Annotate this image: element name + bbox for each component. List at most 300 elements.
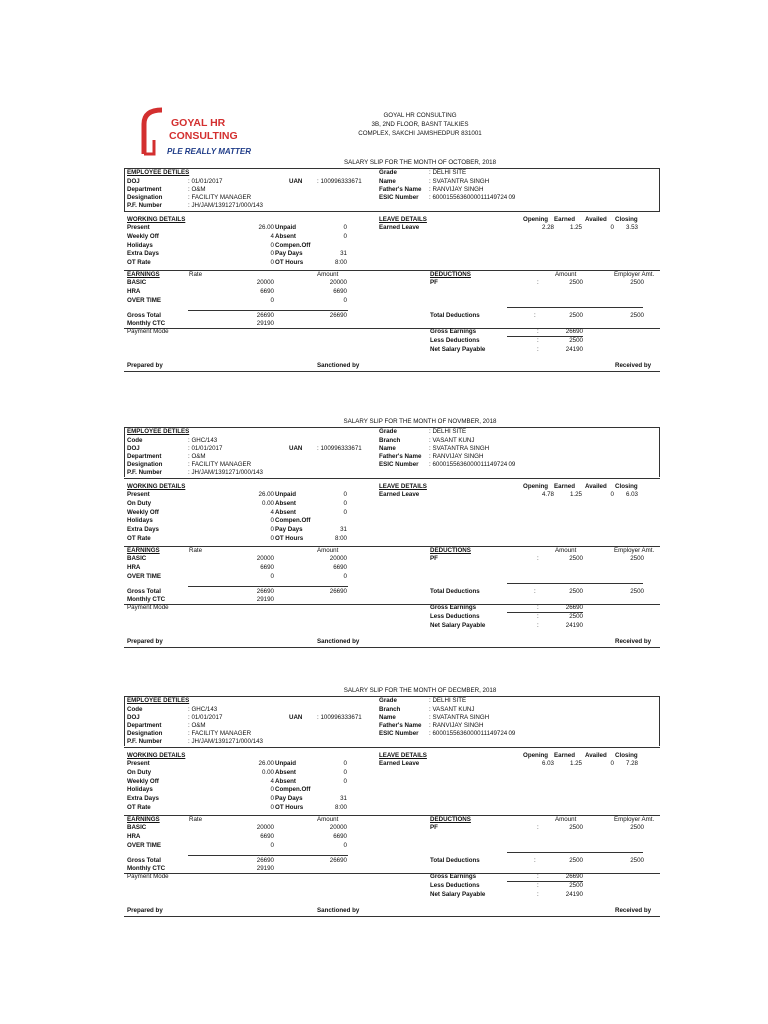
work-row-label2: OT Hours: [275, 259, 304, 267]
work-row-value: 0: [270, 250, 274, 258]
total-deductions-employer: 2500: [630, 587, 644, 595]
gross-earnings-value: 26690: [565, 603, 583, 611]
work-row-label: Present: [127, 491, 150, 498]
work-row-label: On Duty: [127, 499, 152, 507]
employer-amount-label: Employer Amt.: [614, 546, 655, 554]
name-value: : SVATANTRA SINGH: [429, 178, 490, 185]
company-address-1: 3B, 2ND FLOOR, BASNT TALKIES: [371, 121, 469, 128]
pf-deduction-label: PF: [430, 823, 438, 831]
work-row-label2: Unpaid: [275, 760, 296, 767]
overtime-rate: 0: [270, 572, 274, 580]
total-deductions-amount: 2500: [569, 587, 583, 595]
total-deductions-amount: 2500: [569, 856, 583, 864]
work-row-label: Weekly Off: [127, 508, 159, 516]
name-label: Name: [379, 445, 396, 452]
work-row-label: Extra Days: [127, 526, 159, 534]
work-row-value2: 0: [343, 499, 347, 507]
box-left: [124, 427, 125, 477]
box-left: [124, 168, 125, 212]
total-deductions-label: Total Deductions: [430, 312, 480, 319]
prepared-by-label: Prepared by: [127, 637, 163, 645]
g-logo-icon: [140, 106, 166, 158]
work-row-value: 0.00: [261, 768, 274, 776]
branch-label: Branch: [379, 706, 401, 713]
working-details-heading: WORKING DETAILS: [127, 752, 186, 759]
less-deductions-colon: :: [537, 612, 539, 620]
work-row-value: 0.00: [261, 499, 274, 507]
earnings-heading: EARNINGS: [127, 546, 160, 554]
overtime-amount: 0: [343, 572, 347, 580]
payment-mode-label: Payment Mode: [127, 328, 169, 335]
pf-deduction-label: PF: [430, 279, 438, 286]
doj-value: : 01/01/2017: [188, 714, 223, 721]
details-bottom-rule: [124, 211, 660, 212]
overtime-label: OVER TIME: [127, 841, 162, 849]
net-salary-colon: :: [537, 890, 539, 898]
total-deductions-employer: 2500: [630, 856, 644, 864]
total-deductions-colon: :: [534, 312, 536, 319]
doj-label: DOJ: [127, 714, 140, 721]
total-deductions-label: Total Deductions: [430, 587, 480, 595]
monthly-ctc-value: 29190: [256, 595, 274, 603]
closing-label: Closing: [615, 483, 638, 490]
name-value: : SVATANTRA SINGH: [429, 714, 490, 721]
pf-amount: 2500: [569, 554, 583, 562]
availed-label: Availed: [585, 752, 607, 759]
working-details-heading: WORKING DETAILS: [127, 483, 186, 490]
leave-opening: 6.03: [541, 760, 554, 767]
pf-deduction-label: PF: [430, 554, 438, 562]
department-label: Department: [127, 453, 162, 460]
work-row-label2: Unpaid: [275, 491, 296, 498]
hra-rate: 6690: [260, 832, 274, 840]
doj-value: : 01/01/2017: [188, 445, 223, 452]
leave-opening: 4.78: [541, 491, 554, 498]
details-bottom-rule: [124, 478, 660, 479]
department-value: : O&M: [188, 722, 206, 729]
gross-earnings-label: Gross Earnings: [430, 872, 477, 880]
work-row-value2: 0: [343, 777, 347, 785]
work-row-value: 26.00: [258, 224, 274, 231]
leave-opening: 2.28: [541, 224, 554, 231]
basic-amount: 20000: [329, 279, 347, 286]
department-value: : O&M: [188, 453, 206, 460]
esic-value: : 6000155636000011149724 09: [429, 461, 516, 468]
gross-total-amount: 26690: [329, 856, 347, 864]
basic-label: BASIC: [127, 823, 147, 831]
deductions-total-rule: [507, 852, 643, 853]
amount-label: Amount: [317, 546, 339, 554]
uan-label: UAN: [289, 178, 303, 185]
deduction-amount-label: Amount: [555, 271, 577, 278]
deductions-total-rule: [507, 583, 643, 584]
earned-leave-label: Earned Leave: [379, 224, 420, 231]
gross-earnings-value: 26690: [565, 328, 583, 335]
pf-number-value: : JH/JAM/1391271/000/143: [188, 469, 263, 476]
opening-label: Opening: [523, 216, 549, 223]
payment-mode-label: Payment Mode: [127, 872, 169, 880]
employer-amount-label: Employer Amt.: [614, 271, 655, 278]
pf-number-label: P.F. Number: [127, 202, 162, 209]
logo-line1: GOYAL HR: [171, 117, 226, 129]
code-label: Code: [127, 706, 143, 713]
employee-details-heading: EMPLOYEE DETILES: [127, 169, 190, 176]
company-address-2: COMPLEX, SAKCHI JAMSHEDPUR 831001: [358, 130, 482, 137]
deductions-heading: DEDUCTIONS: [430, 815, 471, 823]
branch-label: Branch: [379, 437, 401, 444]
pf-colon: :: [537, 554, 539, 562]
pf-employer-amount: 2500: [630, 279, 644, 286]
deductions-total-rule: [507, 307, 643, 308]
pf-employer-amount: 2500: [630, 554, 644, 562]
designation-label: Designation: [127, 461, 163, 468]
leave-details-heading: LEAVE DETAILS: [379, 483, 427, 490]
net-salary-colon: :: [537, 621, 539, 629]
earned-leave-label: Earned Leave: [379, 491, 420, 498]
gross-earnings-colon: :: [537, 328, 539, 335]
work-row-value: 0: [270, 526, 274, 534]
basic-rate: 20000: [256, 279, 274, 286]
amount-label: Amount: [317, 815, 339, 823]
work-row-label2: Absent: [275, 508, 296, 516]
overtime-label: OVER TIME: [127, 297, 162, 304]
gross-total-rate: 26690: [256, 312, 274, 319]
less-deductions-label: Less Deductions: [430, 337, 480, 344]
work-row-value2: 8:00: [334, 535, 347, 542]
opening-label: Opening: [523, 483, 549, 490]
less-deductions-value: 2500: [569, 612, 583, 620]
hra-rate: 6690: [260, 288, 274, 295]
leave-earned: 1.25: [569, 224, 582, 231]
uan-value: : 100996333671: [317, 178, 362, 185]
leave-earned: 1.25: [569, 760, 582, 767]
esic-label: ESIC Number: [379, 461, 419, 468]
net-salary-label: Net Salary Payable: [430, 346, 486, 353]
work-row-value2: 31: [340, 526, 347, 534]
slip-bottom-rule: [124, 647, 660, 648]
monthly-ctc-label: Monthly CTC: [127, 320, 166, 327]
gross-earnings-label: Gross Earnings: [430, 603, 477, 611]
overtime-amount: 0: [343, 841, 347, 849]
esic-label: ESIC Number: [379, 194, 419, 201]
esic-value: : 6000155636000011149724 09: [429, 730, 516, 737]
esic-label: ESIC Number: [379, 730, 419, 737]
total-deductions-colon: :: [534, 587, 536, 595]
working-details-heading: WORKING DETAILS: [127, 216, 186, 223]
pf-colon: :: [537, 823, 539, 831]
work-row-label: Present: [127, 224, 150, 231]
less-deductions-value: 2500: [569, 881, 583, 889]
doj-label: DOJ: [127, 178, 140, 185]
amount-label: Amount: [317, 271, 339, 278]
deductions-heading: DEDUCTIONS: [430, 546, 471, 554]
employer-amount-label: Employer Amt.: [614, 815, 655, 823]
overtime-label: OVER TIME: [127, 572, 162, 580]
availed-label: Availed: [585, 483, 607, 490]
gross-total-label: Gross Total: [127, 312, 161, 319]
work-row-value2: 8:00: [334, 804, 347, 811]
work-row-value: 4: [270, 777, 274, 785]
uan-label: UAN: [289, 445, 303, 452]
monthly-ctc-label: Monthly CTC: [127, 595, 166, 603]
earnings-total-rule: [188, 586, 348, 587]
slip-title: SALARY SLIP FOR THE MONTH OF DECMBER, 2018: [343, 687, 497, 694]
work-row-value: 26.00: [258, 491, 274, 498]
name-label: Name: [379, 178, 396, 185]
net-salary-value: 24190: [565, 346, 583, 353]
father-name-label: Father's Name: [379, 186, 422, 193]
details-bottom-rule: [124, 747, 660, 748]
pf-amount: 2500: [569, 823, 583, 831]
deductions-heading: DEDUCTIONS: [430, 271, 471, 278]
earned-label: Earned: [554, 216, 575, 223]
net-salary-label: Net Salary Payable: [430, 621, 486, 629]
branch-value: : VASANT KUNJ: [429, 706, 475, 713]
work-row-label: Present: [127, 760, 150, 767]
gross-earnings-colon: :: [537, 603, 539, 611]
deduction-amount-label: Amount: [555, 546, 577, 554]
earned-leave-label: Earned Leave: [379, 760, 420, 767]
designation-label: Designation: [127, 194, 163, 201]
work-row-label: OT Rate: [127, 535, 151, 542]
net-salary-colon: :: [537, 346, 539, 353]
earned-label: Earned: [554, 752, 575, 759]
father-name-value: : RANVIJAY SINGH: [429, 722, 484, 729]
name-value: : SVATANTRA SINGH: [429, 445, 490, 452]
designation-label: Designation: [127, 730, 163, 737]
work-row-value2: 0: [343, 491, 347, 498]
sanctioned-by-label: Sanctioned by: [317, 906, 360, 914]
grade-value: : DELHI SITE: [429, 169, 467, 176]
esic-value: : 6000155636000011149724 09: [429, 194, 516, 201]
designation-value: : FACILITY MANAGER: [188, 194, 252, 201]
gross-total-label: Gross Total: [127, 856, 161, 864]
grade-label: Grade: [379, 697, 397, 704]
gross-total-amount: 26690: [329, 312, 347, 319]
father-name-label: Father's Name: [379, 722, 422, 729]
slip-title: SALARY SLIP FOR THE MONTH OF OCTOBER, 2018: [343, 159, 497, 166]
work-row-label2: Absent: [275, 499, 296, 507]
work-row-value2: 0: [343, 760, 347, 767]
hra-label: HRA: [127, 563, 141, 571]
doj-label: DOJ: [127, 445, 140, 452]
working-bottom-rule: [124, 270, 660, 271]
overtime-rate: 0: [270, 841, 274, 849]
work-row-label: Weekly Off: [127, 777, 159, 785]
pf-number-label: P.F. Number: [127, 469, 162, 476]
earnings-heading: EARNINGS: [127, 815, 160, 823]
earnings-heading: EARNINGS: [127, 271, 160, 278]
basic-rate: 20000: [256, 823, 274, 831]
employee-details-heading: EMPLOYEE DETILES: [127, 428, 190, 435]
hra-label: HRA: [127, 288, 141, 295]
earned-label: Earned: [554, 483, 575, 490]
pf-employer-amount: 2500: [630, 823, 644, 831]
employee-details-heading: EMPLOYEE DETILES: [127, 697, 190, 704]
total-deductions-employer: 2500: [630, 312, 644, 319]
pf-number-label: P.F. Number: [127, 738, 162, 745]
hra-label: HRA: [127, 832, 141, 840]
pf-colon: :: [537, 279, 539, 286]
logo-tagline: PLE REALLY MATTER: [167, 147, 251, 156]
department-label: Department: [127, 722, 162, 729]
uan-value: : 100996333671: [317, 714, 362, 721]
work-row-label: OT Rate: [127, 804, 151, 811]
uan-value: : 100996333671: [317, 445, 362, 452]
gross-earnings-value: 26690: [565, 872, 583, 880]
basic-rate: 20000: [256, 554, 274, 562]
overtime-amount: 0: [343, 297, 347, 304]
pf-number-value: : JH/JAM/1391271/000/143: [188, 738, 263, 745]
pf-number-value: : JH/JAM/1391271/000/143: [188, 202, 263, 209]
basic-label: BASIC: [127, 279, 147, 286]
received-by-label: Received by: [615, 637, 652, 645]
leave-closing: 7.28: [625, 760, 638, 767]
uan-label: UAN: [289, 714, 303, 721]
work-row-label2: Absent: [275, 232, 296, 240]
name-label: Name: [379, 714, 396, 721]
work-row-label: OT Rate: [127, 259, 151, 267]
leave-details-heading: LEAVE DETAILS: [379, 752, 427, 759]
work-row-value: 0: [270, 259, 274, 267]
work-row-value: 0: [270, 804, 274, 811]
work-row-label2: Compen.Off: [275, 786, 311, 794]
earnings-total-rule: [188, 855, 348, 856]
work-row-value2: 0: [343, 508, 347, 516]
leave-earned: 1.25: [569, 491, 582, 498]
work-row-label2: OT Hours: [275, 535, 304, 542]
availed-label: Availed: [585, 216, 607, 223]
father-name-value: : RANVIJAY SINGH: [429, 453, 484, 460]
less-deductions-colon: :: [537, 881, 539, 889]
overtime-rate: 0: [270, 297, 274, 304]
father-name-label: Father's Name: [379, 453, 422, 460]
logo-line2: CONSULTING: [169, 130, 238, 142]
grade-value: : DELHI SITE: [429, 697, 467, 704]
less-deductions-label: Less Deductions: [430, 881, 480, 889]
basic-amount: 20000: [329, 823, 347, 831]
working-bottom-rule: [124, 546, 660, 547]
work-row-label2: Compen.Off: [275, 241, 311, 249]
rate-label: Rate: [189, 271, 203, 278]
work-row-value2: 31: [340, 250, 347, 258]
work-row-label: Holidays: [127, 517, 153, 525]
work-row-value: 26.00: [258, 760, 274, 767]
prepared-by-label: Prepared by: [127, 362, 163, 369]
leave-availed: 0: [610, 491, 614, 498]
gross-earnings-colon: :: [537, 872, 539, 880]
work-row-value2: 31: [340, 795, 347, 803]
monthly-ctc-value: 29190: [256, 864, 274, 872]
opening-label: Opening: [523, 752, 549, 759]
work-row-value: 0: [270, 535, 274, 542]
net-salary-value: 24190: [565, 890, 583, 898]
prepared-by-label: Prepared by: [127, 906, 163, 914]
work-row-label2: OT Hours: [275, 804, 304, 811]
leave-availed: 0: [610, 224, 614, 231]
basic-label: BASIC: [127, 554, 147, 562]
net-salary-label: Net Salary Payable: [430, 890, 486, 898]
company-name: GOYAL HR CONSULTING: [383, 112, 457, 119]
work-row-value: 0: [270, 795, 274, 803]
less-deductions-label: Less Deductions: [430, 612, 480, 620]
hra-amount: 6690: [333, 563, 347, 571]
total-deductions-amount: 2500: [569, 312, 583, 319]
work-row-label2: Unpaid: [275, 224, 296, 231]
total-deductions-label: Total Deductions: [430, 856, 480, 864]
hra-amount: 6690: [333, 832, 347, 840]
less-deductions-colon: :: [537, 337, 539, 344]
work-row-label: Weekly Off: [127, 232, 159, 240]
deduction-amount-label: Amount: [555, 815, 577, 823]
grade-value: : DELHI SITE: [429, 428, 467, 435]
leave-availed: 0: [610, 760, 614, 767]
monthly-ctc-label: Monthly CTC: [127, 864, 166, 872]
box-right: [659, 696, 660, 746]
earnings-total-rule: [188, 310, 348, 311]
received-by-label: Received by: [615, 362, 652, 369]
work-row-label2: Absent: [275, 768, 296, 776]
leave-closing: 6.03: [625, 491, 638, 498]
hra-rate: 6690: [260, 563, 274, 571]
work-row-value2: 0: [343, 232, 347, 240]
basic-amount: 20000: [329, 554, 347, 562]
code-label: Code: [127, 437, 143, 444]
code-value: : GHC/143: [188, 437, 218, 444]
work-row-value: 4: [270, 232, 274, 240]
work-row-value: 0: [270, 241, 274, 249]
rate-label: Rate: [189, 546, 203, 554]
payment-mode-label: Payment Mode: [127, 603, 169, 611]
gross-total-label: Gross Total: [127, 587, 161, 595]
pf-amount: 2500: [569, 279, 583, 286]
work-row-value: 4: [270, 508, 274, 516]
less-deductions-value: 2500: [569, 337, 583, 344]
gross-total-rate: 26690: [256, 587, 274, 595]
working-bottom-rule: [124, 815, 660, 816]
sanctioned-by-label: Sanctioned by: [317, 637, 360, 645]
closing-label: Closing: [615, 216, 638, 223]
work-row-label: Extra Days: [127, 795, 159, 803]
work-row-value: 0: [270, 517, 274, 525]
monthly-ctc-value: 29190: [256, 320, 274, 327]
gross-total-amount: 26690: [329, 587, 347, 595]
work-row-label: Holidays: [127, 786, 153, 794]
slip-title: SALARY SLIP FOR THE MONTH OF NOVMBER, 2018: [343, 418, 497, 425]
father-name-value: : RANVIJAY SINGH: [429, 186, 484, 193]
work-row-label2: Pay Days: [275, 795, 303, 803]
slip-bottom-rule: [124, 916, 660, 917]
department-value: : O&M: [188, 186, 206, 193]
code-value: : GHC/143: [188, 706, 218, 713]
doj-value: : 01/01/2017: [188, 178, 223, 185]
company-logo: [140, 106, 270, 166]
work-row-label2: Absent: [275, 777, 296, 785]
leave-closing: 3.53: [625, 224, 638, 231]
work-row-value2: 0: [343, 224, 347, 231]
work-row-value2: 8:00: [334, 259, 347, 267]
work-row-label: Holidays: [127, 241, 153, 249]
work-row-label: On Duty: [127, 768, 152, 776]
designation-value: : FACILITY MANAGER: [188, 730, 252, 737]
work-row-label: Extra Days: [127, 250, 159, 258]
work-row-value2: 0: [343, 768, 347, 776]
designation-value: : FACILITY MANAGER: [188, 461, 252, 468]
gross-earnings-label: Gross Earnings: [430, 328, 477, 335]
slip-bottom-rule: [124, 371, 660, 372]
total-deductions-colon: :: [534, 856, 536, 864]
leave-details-heading: LEAVE DETAILS: [379, 216, 427, 223]
